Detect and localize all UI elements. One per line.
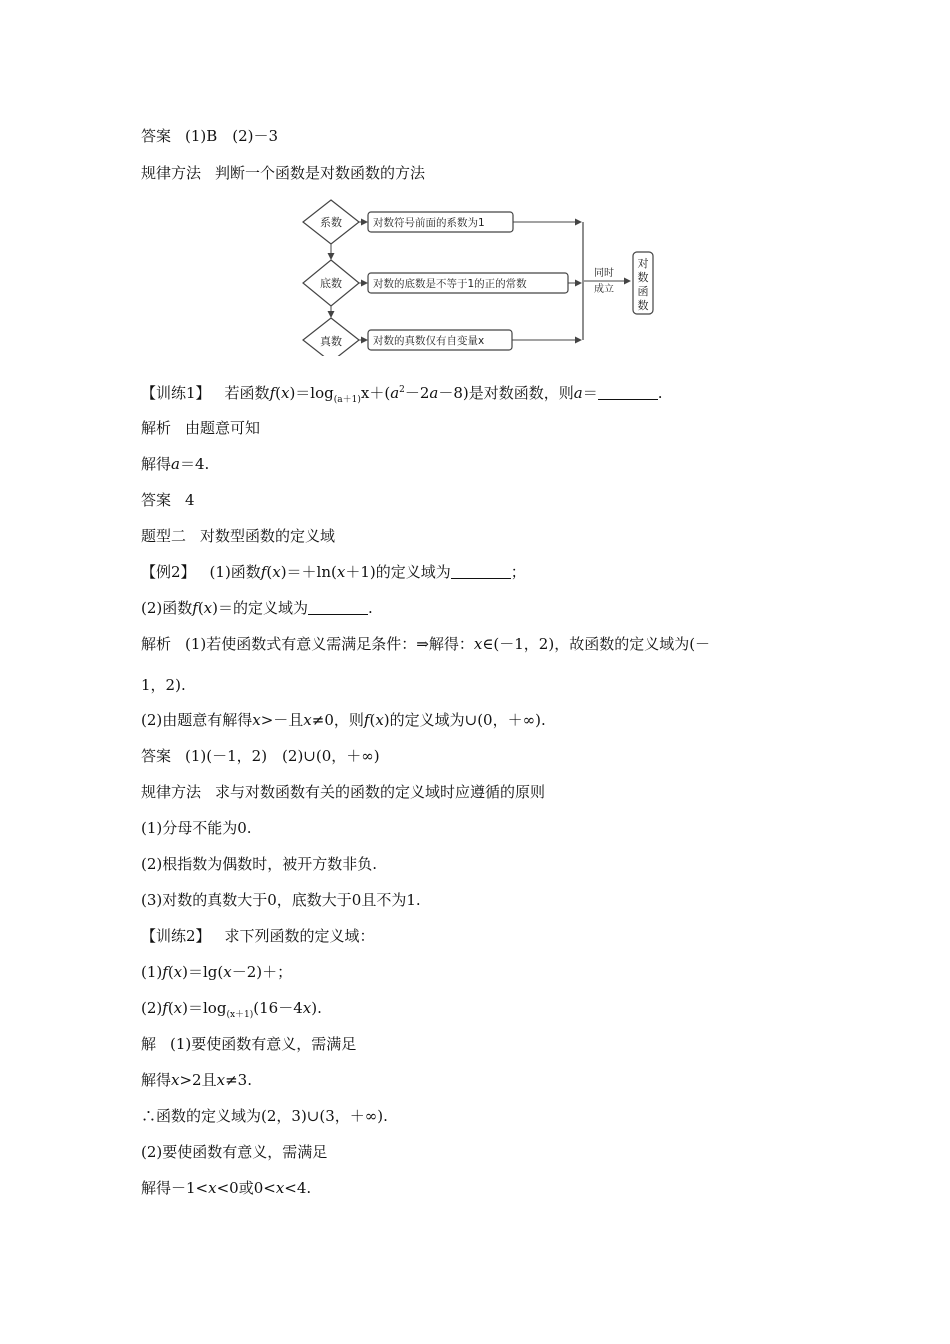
join-label-top: 同时 — [594, 268, 614, 279]
answer-line-1 — [141, 126, 278, 146]
var-f: f — [162, 963, 168, 981]
text-span: (2)根指数为偶数时，被开方数非负. — [141, 855, 378, 873]
flowchart — [297, 196, 657, 356]
exercise-label: 【训练2】 — [141, 927, 211, 945]
diamond-label: 底数 — [320, 277, 342, 290]
analysis-text: 由题意可知 — [185, 419, 261, 437]
text-span: )＝的定义域为 — [212, 599, 308, 617]
text-span: )的定义域为∪(0，＋∞). — [383, 711, 546, 729]
section-heading — [141, 526, 335, 546]
var-x: x — [173, 963, 183, 981]
diamond-label: 真数 — [320, 335, 342, 348]
result-char: 数 — [637, 271, 649, 284]
var-a: a — [171, 455, 180, 473]
var-x: x — [203, 599, 213, 617]
var-x: x — [473, 635, 483, 653]
text-span: <4. — [284, 1179, 312, 1197]
var-x: x — [252, 711, 261, 729]
analysis-label: 解析 — [141, 419, 172, 437]
text-span: ≠0，则 — [311, 711, 364, 729]
exercise-1-line — [141, 383, 663, 406]
var-x: x — [223, 963, 232, 981]
var-x: x — [280, 384, 290, 402]
text-span: 解得 — [141, 1071, 172, 1089]
text-span: ∈(－1，2)，故函数的定义域为(－ — [482, 635, 711, 653]
text-span: －2 — [404, 384, 430, 402]
exponent: 2 — [399, 385, 405, 395]
exercise-2-line — [141, 926, 375, 946]
answer-line-3 — [141, 746, 380, 766]
text-span: (1)函数 — [209, 563, 261, 581]
text-span: x＋( — [360, 384, 391, 402]
method-text: 求与对数函数有关的函数的定义域时应遵循的原则 — [215, 783, 546, 801]
answer-blank — [598, 385, 658, 400]
analysis-label: 解析 — [141, 635, 172, 653]
answer-text: (1)(－1，2) (2)∪(0，＋∞) — [185, 747, 380, 765]
var-x: x — [275, 1179, 285, 1197]
var-f: f — [192, 599, 198, 617]
var-x: x — [336, 563, 346, 581]
answer-label: 答案 — [141, 127, 172, 145]
join-label-bottom: 成立 — [594, 284, 614, 295]
example-2-line-2 — [141, 598, 373, 618]
text-span: ( — [167, 999, 174, 1017]
exercise-text: 求下列函数的定义域： — [224, 927, 375, 945]
text-span: <0或0< — [216, 1179, 276, 1197]
text-span: (2)由题意有解得 — [141, 711, 253, 729]
analysis-line-1 — [141, 418, 260, 438]
example-label: 【例2】 — [141, 563, 196, 581]
var-f: f — [260, 563, 267, 581]
var-a: a — [390, 384, 400, 402]
var-a: a — [429, 384, 439, 402]
rule-item — [141, 890, 421, 910]
text-span: ( — [266, 563, 273, 581]
var-x: x — [173, 999, 183, 1017]
method-line-2 — [141, 782, 545, 802]
text-span: ). — [311, 999, 322, 1017]
answer-text: 4 — [185, 491, 195, 509]
text-span: (1) — [141, 963, 163, 981]
text-span: ( — [197, 599, 204, 617]
text-span: －8)是对数函数，则 — [438, 384, 574, 402]
text-span: >－且 — [260, 711, 304, 729]
text-span: (16－4 — [253, 999, 303, 1017]
diamond-label: 系数 — [320, 216, 342, 229]
var-f: f — [162, 999, 168, 1017]
text-span: (1)分母不能为0. — [141, 819, 252, 837]
box-label: 对数符号前面的系数为1 — [373, 217, 485, 229]
rule-item — [141, 854, 377, 874]
answer-blank — [308, 600, 368, 615]
log-base-subscript: (x＋1) — [226, 1010, 254, 1020]
section-label: 题型二 — [141, 527, 187, 545]
text-span: >2且 — [179, 1071, 217, 1089]
text-span: 1，2). — [141, 676, 186, 694]
rule-item — [141, 818, 252, 838]
var-a: a — [573, 384, 583, 402]
var-f: f — [363, 711, 370, 729]
text-span: . — [657, 384, 663, 402]
answer-label: 答案 — [141, 491, 172, 509]
solution-line-3 — [141, 1070, 252, 1090]
text-span: ( — [275, 384, 281, 402]
log-base-subscript: (a＋1) — [333, 395, 361, 405]
answer-blank — [451, 564, 511, 579]
exercise-2-part-1 — [141, 962, 292, 982]
result-char: 数 — [637, 299, 649, 312]
section-title: 对数型函数的定义域 — [200, 527, 336, 545]
method-label: 规律方法 — [141, 164, 202, 182]
text-span: (2)要使函数有意义，需满足 — [141, 1143, 328, 1161]
answer-text: (1)B (2)－3 — [185, 127, 279, 145]
text-span: . — [368, 599, 373, 617]
exercise-2-part-2 — [141, 998, 322, 1021]
answer-line-2 — [141, 490, 195, 510]
var-f: f — [269, 384, 276, 402]
text-span: ＝4. — [179, 455, 210, 473]
text-span: －2)＋； — [231, 963, 293, 981]
text-span: ∴函数的定义域为(2，3)∪(3，＋∞). — [141, 1107, 388, 1125]
solution-line-1 — [141, 454, 209, 474]
text-span: ； — [510, 563, 526, 581]
solution-text: (1)要使函数有意义，需满足 — [170, 1035, 357, 1053]
method-line-1 — [141, 163, 425, 183]
analysis-line-2 — [141, 634, 710, 654]
result-char: 函 — [637, 285, 649, 298]
text-span: ( — [369, 711, 376, 729]
text-span: )＝log — [182, 999, 227, 1017]
text-span: )＝log — [289, 384, 334, 402]
solution-line-4 — [141, 1106, 388, 1126]
text-span: (2) — [141, 999, 163, 1017]
result-char: 对 — [637, 257, 649, 270]
solution-line-5 — [141, 1142, 327, 1162]
answer-label: 答案 — [141, 747, 172, 765]
text-span: 解得 — [141, 455, 172, 473]
analysis-line-2-cont — [141, 675, 186, 695]
var-x: x — [216, 1071, 226, 1089]
solution-line-2 — [141, 1034, 356, 1054]
text-span: ( — [167, 963, 174, 981]
exercise-label: 【训练1】 — [141, 384, 211, 402]
text-span: 若函数 — [224, 384, 270, 402]
var-x: x — [208, 1179, 217, 1197]
text-span: )＝lg( — [182, 963, 224, 981]
text-span: ≠3. — [225, 1071, 252, 1089]
analysis-line-3 — [141, 710, 546, 730]
var-x: x — [375, 711, 384, 729]
text-span: ＝ — [582, 384, 598, 402]
solution-line-6 — [141, 1178, 311, 1198]
box-label: 对数的底数是不等于1的正的常数 — [373, 278, 527, 290]
text-span: (3)对数的真数大于0，底数大于0且不为1. — [141, 891, 421, 909]
text-span: (1)若使函数式有意义需满足条件：⇒解得： — [185, 635, 474, 653]
box-label: 对数的真数仅有自变量x — [373, 335, 485, 347]
text-span: 解得－1< — [141, 1179, 209, 1197]
text-span: ＋1)的定义域为 — [345, 563, 451, 581]
var-x: x — [302, 999, 312, 1017]
var-x: x — [303, 711, 312, 729]
method-label: 规律方法 — [141, 783, 202, 801]
method-text: 判断一个函数是对数函数的方法 — [215, 164, 426, 182]
example-2-line-1 — [141, 562, 526, 582]
text-span: (2)函数 — [141, 599, 193, 617]
var-x: x — [171, 1071, 180, 1089]
solution-label: 解 — [141, 1035, 157, 1053]
var-x: x — [272, 563, 281, 581]
text-span: )＝＋ln( — [280, 563, 337, 581]
